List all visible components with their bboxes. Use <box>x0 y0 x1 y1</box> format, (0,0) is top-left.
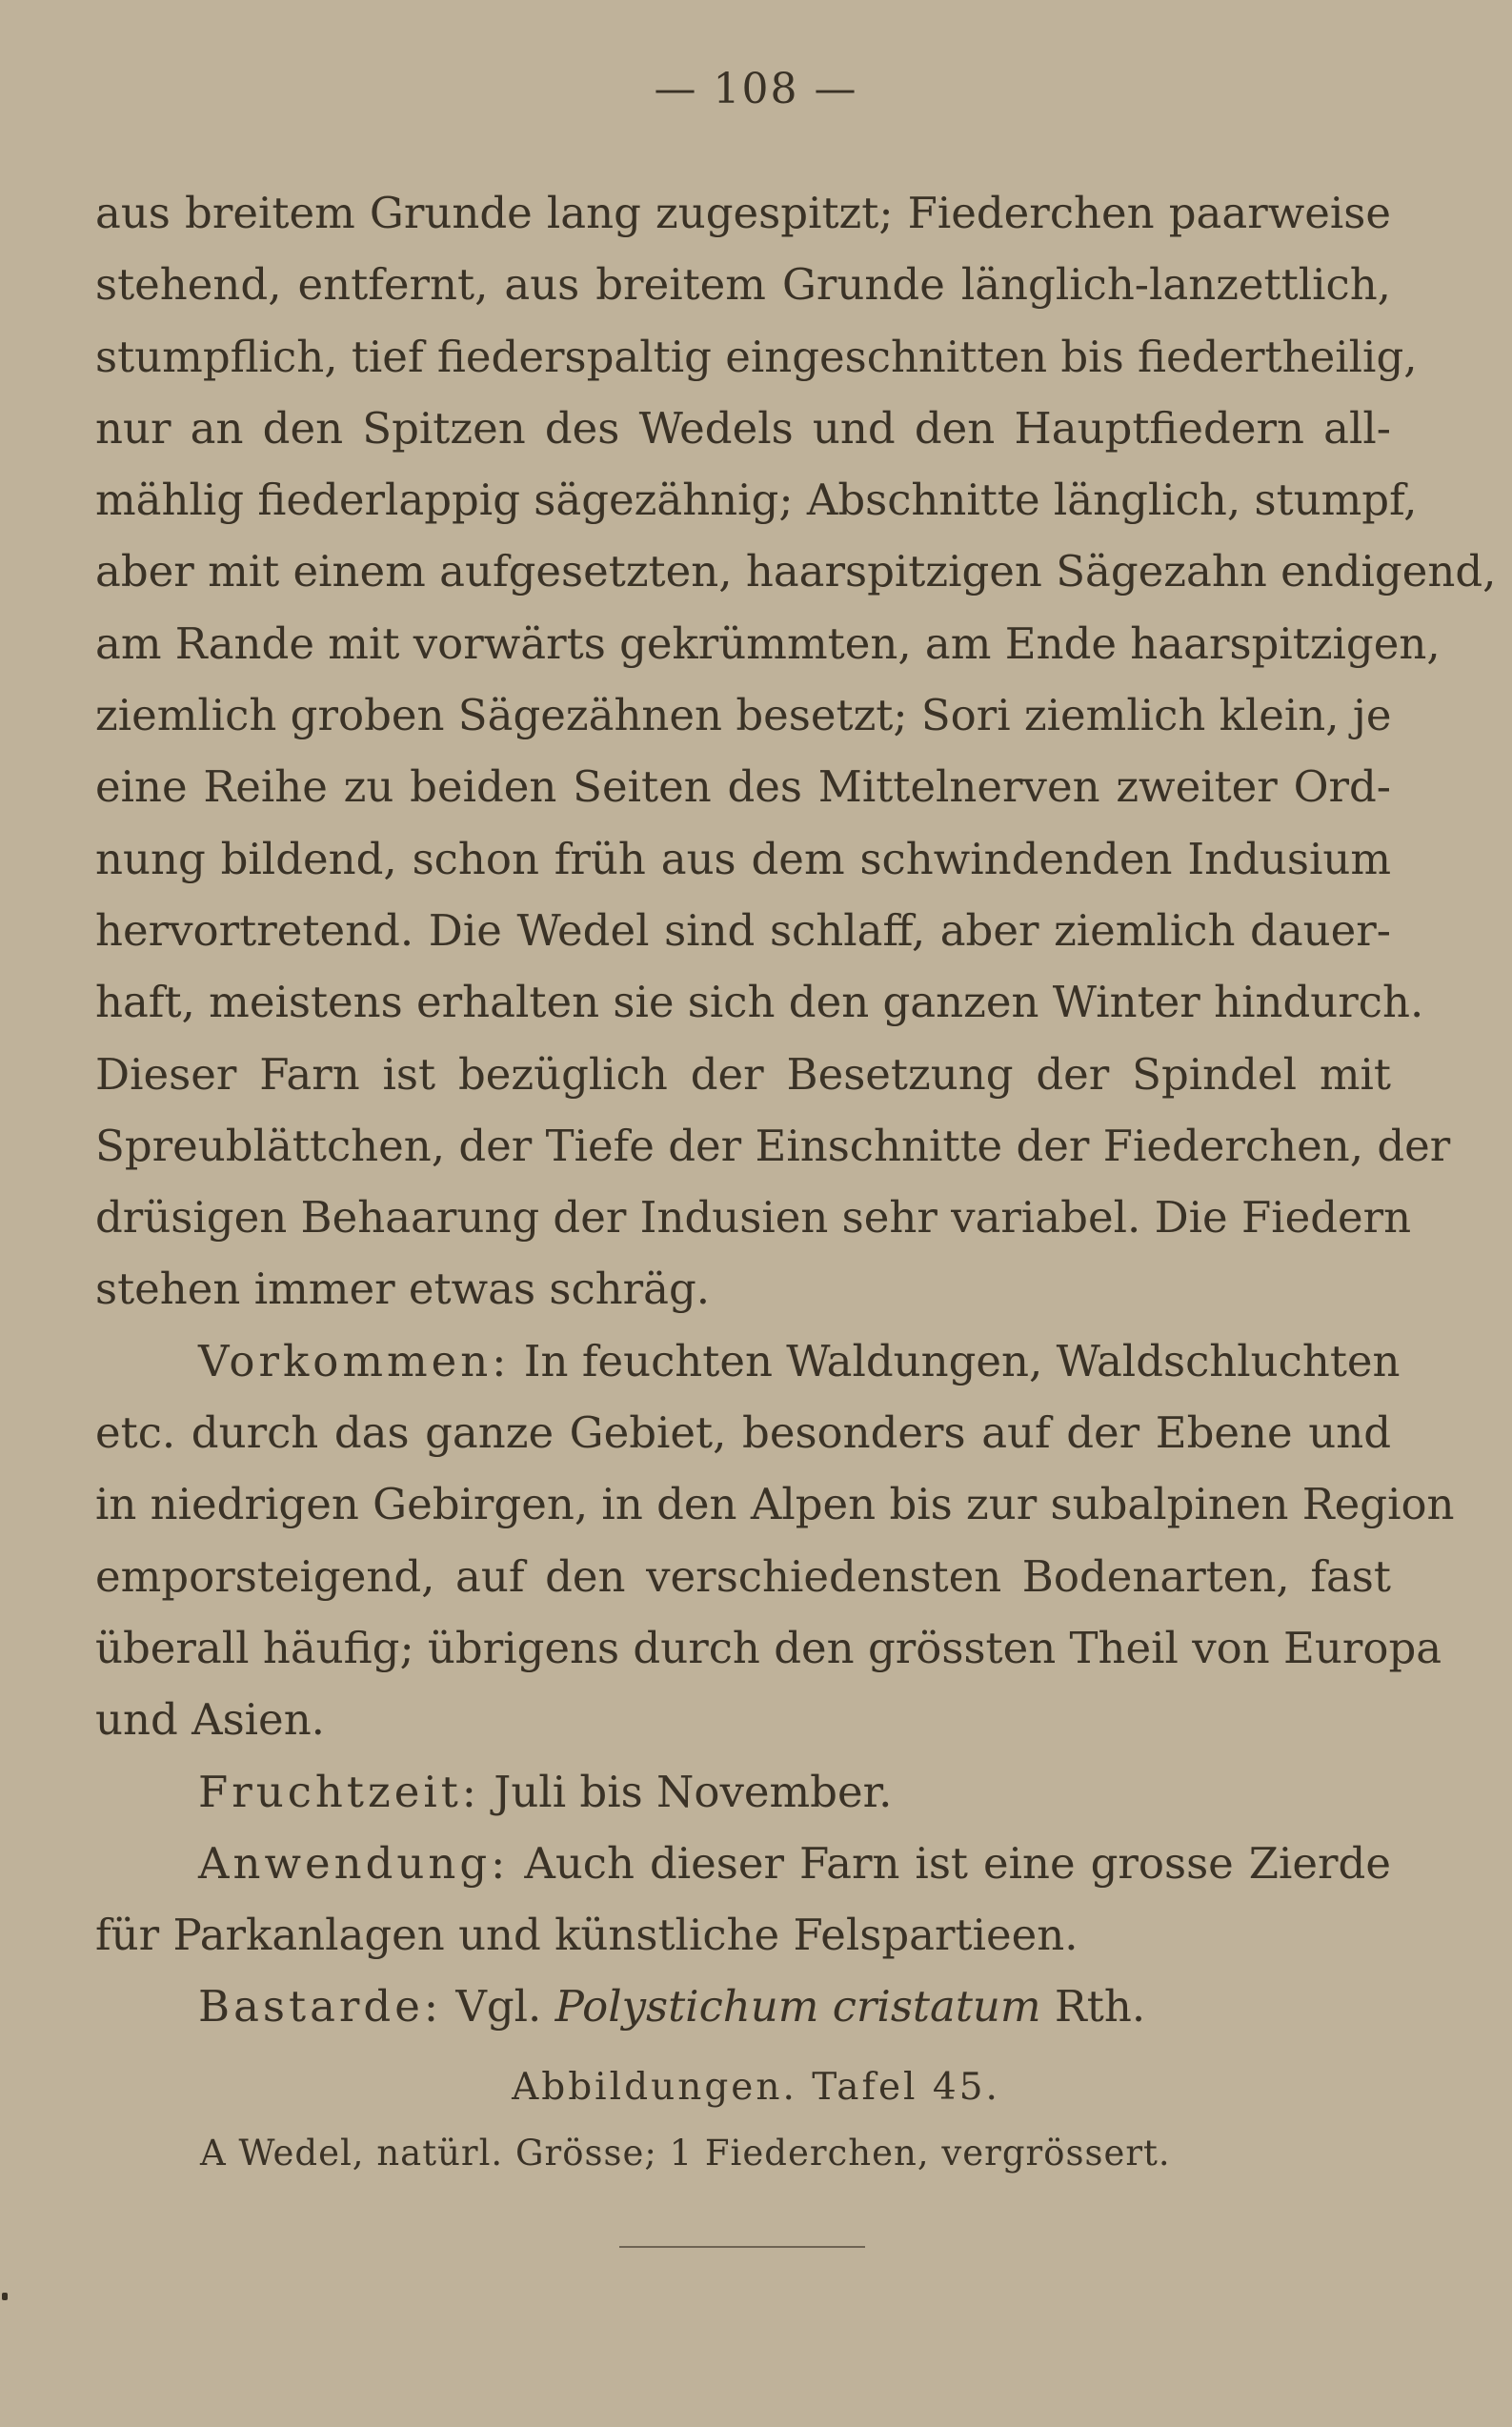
vorkommen-line <box>95 1325 1401 1397</box>
anwendung-first: Auch dieser Farn ist eine grosse Zierde <box>524 1837 1391 1889</box>
text-line: für Parkanlagen und künstliche Felspartieen. <box>95 1910 1079 1961</box>
text-line: Spreublättchen, der Tiefe der Einschnitte der Fiederchen, der <box>95 1120 1451 1171</box>
bastarde-label: Bastarde: <box>198 1981 443 2033</box>
bastarde-line <box>95 1971 1391 2042</box>
caption-title: Abbildungen. Tafel 45. <box>512 2066 1000 2109</box>
fruchtzeit-text: Juli bis November. <box>494 1766 893 1817</box>
vorkommen-label: Vorkommen: <box>198 1335 511 1386</box>
text-line: drüsigen Behaarung der Indusien sehr variabel. Die Fiedern <box>95 1192 1412 1244</box>
text-line: eine Reihe zu beiden Seiten des Mittelnerven zweiter Ord- <box>95 761 1391 813</box>
text-line: ziemlich groben Sägezähnen besetzt; Sori ziemlich klein, je <box>95 690 1392 741</box>
ink-speck <box>2 2293 8 2300</box>
bastarde-pre: Vgl. <box>455 1981 542 2033</box>
text-line: stehen immer etwas schräg. <box>95 1264 711 1315</box>
page-number: — 108 — <box>654 65 858 113</box>
text-line: mählig fiederlappig sägezähnig; Abschnitte länglich, stumpf, <box>95 475 1418 526</box>
fruchtzeit-label: Fruchtzeit: <box>198 1766 480 1817</box>
caption-text: A Wedel, natürl. Grösse; 1 Fiederchen, vergrössert. <box>200 2133 1171 2174</box>
vorkommen-first: In feuchten Waldungen, Waldschluchten <box>523 1335 1401 1386</box>
text-line: stumpflich, tief fiederspaltig eingeschnitten bis fiedertheilig, <box>95 331 1418 382</box>
text-line: hervortretend. Die Wedel sind schlaff, aber ziemlich dauer- <box>95 904 1391 956</box>
text-line: etc. durch das ganze Gebiet, besonders auf der Ebene und <box>95 1407 1391 1459</box>
text-line: und Asien. <box>95 1694 325 1746</box>
text-line: stehend, entfernt, aus breitem Grunde länglich-lanzettlich, <box>95 259 1391 311</box>
text-line: aber mit einem aufgesetzten, haarspitzigen Sägezahn endigend, <box>95 546 1497 597</box>
text-line: in niedrigen Gebirgen, in den Alpen bis zur subalpinen Region <box>95 1479 1455 1530</box>
fruchtzeit-line <box>95 1756 1391 1828</box>
text-line: am Rande mit vorwärts gekrümmten, am Ende haarspitzigen, <box>95 617 1441 669</box>
text-line: aus breitem Grunde lang zugespitzt; Fiederchen paarweise <box>95 188 1391 238</box>
text-line: haft, meistens erhalten sie sich den ganzen Winter hindurch. <box>95 977 1424 1028</box>
text-line: überall häufig; übrigens durch den grössten Theil von Europa <box>95 1622 1442 1673</box>
text-line: Dieser Farn ist bezüglich der Besetzung der Spindel mit <box>95 1048 1391 1100</box>
text-line: nur an den Spitzen des Wedels und den Hauptfiedern all- <box>95 402 1391 454</box>
bastarde-post: Rth. <box>1054 1981 1146 2033</box>
species-name: Polystichum cristatum <box>554 1981 1041 2033</box>
anwendung-label: Anwendung: <box>198 1837 510 1889</box>
anwendung-line <box>95 1828 1391 1899</box>
body-text <box>95 177 1497 2043</box>
text-line: nung bildend, schon früh aus dem schwindenden Indusium <box>95 833 1391 884</box>
divider-rule <box>619 2246 865 2248</box>
text-line: emporsteigend, auf den verschiedensten Bodenarten, fast <box>95 1550 1391 1602</box>
